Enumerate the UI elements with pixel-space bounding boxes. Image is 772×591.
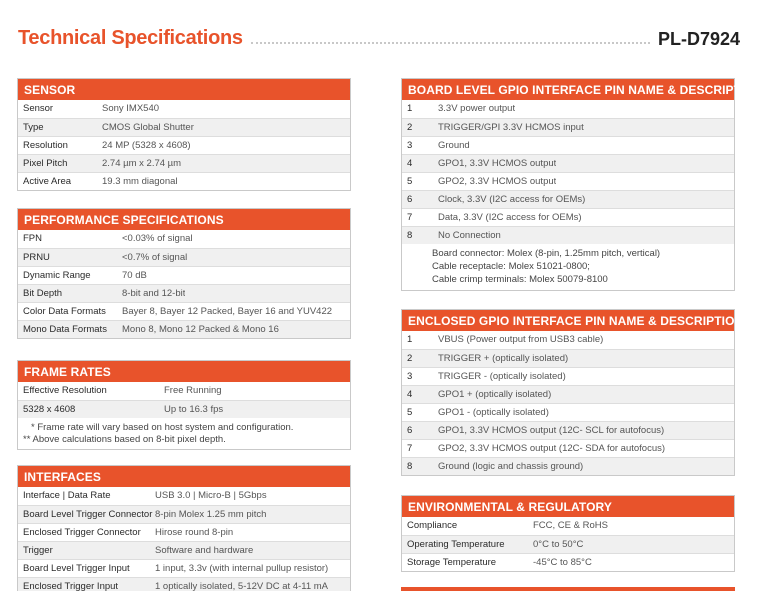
row-value: 1 input, 3.3v (with internal pullup resistor) [155,563,329,574]
pin-rows [402,100,734,244]
row-value: GPO2, 3.3V HCMOS output [438,176,557,187]
section-enclosed-gpio [401,309,744,476]
table-row [18,505,350,523]
row-label: FPN [23,233,42,244]
row-label: 3 [407,140,413,151]
row-value: 24 MP (5328 x 4608) [102,140,191,151]
row-label: 1 [407,103,413,114]
section-environmental [401,495,735,572]
row-label: Type [23,122,44,133]
section-title: INTERFACES [18,466,350,487]
table-row [402,553,734,571]
row-value: 0°C to 50°C [533,539,584,550]
row-value: Software and hardware [155,545,254,556]
table-row [402,172,734,190]
row-value: Ground (logic and chassis ground) [438,461,584,472]
row-label: 2 [407,122,413,133]
table-row [402,403,734,421]
row-value: 1 optically isolated, 5-12V DC at 4-11 mA [155,581,329,591]
section-title: FRAME RATES [18,361,350,382]
row-label: 5 [407,176,413,187]
row-label: Compliance [407,520,458,531]
table-row [18,320,350,338]
row-label: Board Level Trigger Connector [23,509,153,520]
table-row [402,226,734,244]
row-label: Pixel Pitch [23,158,68,169]
row-value: Up to 16.3 fps [164,404,224,415]
row-value: Mono 8, Mono 12 Packed & Mono 16 [122,324,279,335]
row-label: 8 [407,461,413,472]
row-value: GPO1 - (optically isolated) [438,407,549,418]
table-row [402,154,734,172]
section-frame-rates [17,360,351,450]
row-label: Mono Data Formats [23,324,107,335]
row-label: Interface | Data Rate [23,490,111,501]
row-label: PRNU [23,252,50,263]
row-value: -45°C to 85°C [533,557,592,568]
table-row [18,400,350,418]
table-row [402,190,734,208]
left-column-interfaces [17,465,351,591]
table-row [402,100,734,118]
row-label: Trigger [23,545,53,556]
table-row [18,284,350,302]
spec-rows [18,487,350,591]
table-row [402,457,734,475]
table-row [18,487,350,505]
spec-rows [18,100,350,190]
row-label: 4 [407,158,413,169]
table-row [18,302,350,320]
row-value: Sony IMX540 [102,103,160,114]
table-row [18,523,350,541]
row-value: GPO1, 3.3V HCMOS output (12C- SCL for autofocus) [438,425,665,436]
row-value: Ground [438,140,470,151]
table-row [18,541,350,559]
row-label: Enclosed Trigger Connector [23,527,141,538]
table-row [18,382,350,400]
row-value: 3.3V power output [438,103,516,114]
section-title: BOARD LEVEL GPIO INTERFACE PIN NAME & DESCRIPTION [402,79,734,100]
model-number: PL-D7924 [657,29,740,49]
row-label: Sensor [23,103,54,114]
table-row [18,559,350,577]
row-label: Enclosed Trigger Input [23,581,119,591]
row-value: TRIGGER/GPI 3.3V HCMOS input [438,122,584,133]
row-value: 19.3 mm diagonal [102,176,178,187]
table-row [18,266,350,284]
row-value: Hirose round 8-pin [155,527,234,538]
table-row [18,136,350,154]
table-row [402,208,734,226]
row-label: 5 [407,407,413,418]
table-row [402,367,734,385]
row-label: Resolution [23,140,68,151]
left-column [17,78,351,191]
row-label: 3 [407,371,413,382]
row-label: 6 [407,425,413,436]
row-value: Clock, 3.3V (I2C access for OEMs) [438,194,586,205]
row-label: Board Level Trigger Input [23,563,130,574]
row-label: 2 [407,353,413,364]
row-label: 1 [407,334,413,345]
table-row [18,154,350,172]
table-row [18,230,350,248]
table-row [402,331,734,349]
table-row [402,136,734,154]
table-row [402,118,734,136]
table-row [18,100,350,118]
row-label: Operating Temperature [407,539,505,550]
row-value: TRIGGER - (optically isolated) [438,371,566,382]
row-label: 6 [407,194,413,205]
table-row [402,535,734,553]
row-value: TRIGGER + (optically isolated) [438,353,569,364]
left-column-performance [17,208,351,339]
section-sensor [17,78,351,191]
note-line: Board connector: Molex (8-pin, 1.25mm pitch, vertical) [432,248,661,259]
row-value: FCC, CE & RoHS [533,520,608,531]
row-value: GPO2, 3.3V HCMOS output (12C- SDA for autofocus) [438,443,666,454]
note-line: Cable crimp terminals: Molex 50079-8100 [432,274,608,285]
table-row [18,577,350,591]
row-value: USB 3.0 | Micro-B | 5Gbps [155,490,267,501]
row-label: Effective Resolution [23,385,107,396]
page-title: Technical Specifications [18,27,243,49]
row-label: Active Area [23,176,72,187]
dotted-leader [251,42,650,44]
note-line: ** Above calculations based on 8-bit pixel depth. [23,433,226,445]
row-value: 8-pin Molex 1.25 mm pitch [155,509,267,520]
table-row [402,517,734,535]
row-value: Bayer 8, Bayer 12 Packed, Bayer 16 and YUV422 [122,306,333,317]
row-label: 7 [407,212,413,223]
row-value: 2.74 µm x 2.74 µm [102,158,182,169]
row-label: Color Data Formats [23,306,106,317]
frame-rate-notes [18,418,350,449]
row-label: 5328 x 4608 [23,404,76,415]
row-value: 8-bit and 12-bit [122,288,186,299]
section-title: ENCLOSED GPIO INTERFACE PIN NAME & DESCRIPTION [402,310,734,331]
row-label: 7 [407,443,413,454]
left-column-frame-rates [17,360,351,450]
row-value: GPO1 + (optically isolated) [438,389,552,400]
table-row [18,118,350,136]
row-label: Bit Depth [23,288,63,299]
connector-notes [402,244,734,290]
table-row [402,439,734,457]
table-row [402,421,734,439]
row-value: Data, 3.3V (I2C access for OEMs) [438,212,582,223]
row-label: 8 [407,230,413,241]
table-row [402,349,734,367]
row-label: 4 [407,389,413,400]
table-row [18,248,350,266]
row-value: 70 dB [122,270,147,281]
section-board-gpio [401,78,763,291]
row-label: Storage Temperature [407,557,497,568]
right-column-enclosed-gpio [401,309,744,476]
section-title: ENVIRONMENTAL & REGULATORY [402,496,734,517]
right-column-environmental [401,495,735,572]
row-value: <0.03% of signal [122,233,193,244]
row-value: <0.7% of signal [122,252,188,263]
spec-rows [18,230,350,338]
row-value: No Connection [438,230,501,241]
note-line: * Frame rate will vary based on host system and configuration. [31,422,294,433]
spec-rows [402,517,734,571]
row-label: Dynamic Range [23,270,91,281]
row-value: GPO1, 3.3V HCMOS output [438,158,557,169]
table-row [18,172,350,190]
spec-rows [18,382,350,418]
row-value: Free Running [164,385,222,396]
row-value: VBUS (Power output from USB3 cable) [438,334,604,345]
section-title: SENSOR [18,79,350,100]
section-interfaces [17,465,351,591]
section-performance [17,208,351,339]
right-column-board-gpio [401,78,763,291]
pin-rows [402,331,734,475]
note-line: Cable receptacle: Molex 51021-0800; [432,261,590,272]
row-value: CMOS Global Shutter [102,122,194,133]
section-title: PERFORMANCE SPECIFICATIONS [18,209,350,230]
table-row [402,385,734,403]
next-section-header [401,587,735,591]
page-header [18,20,740,50]
